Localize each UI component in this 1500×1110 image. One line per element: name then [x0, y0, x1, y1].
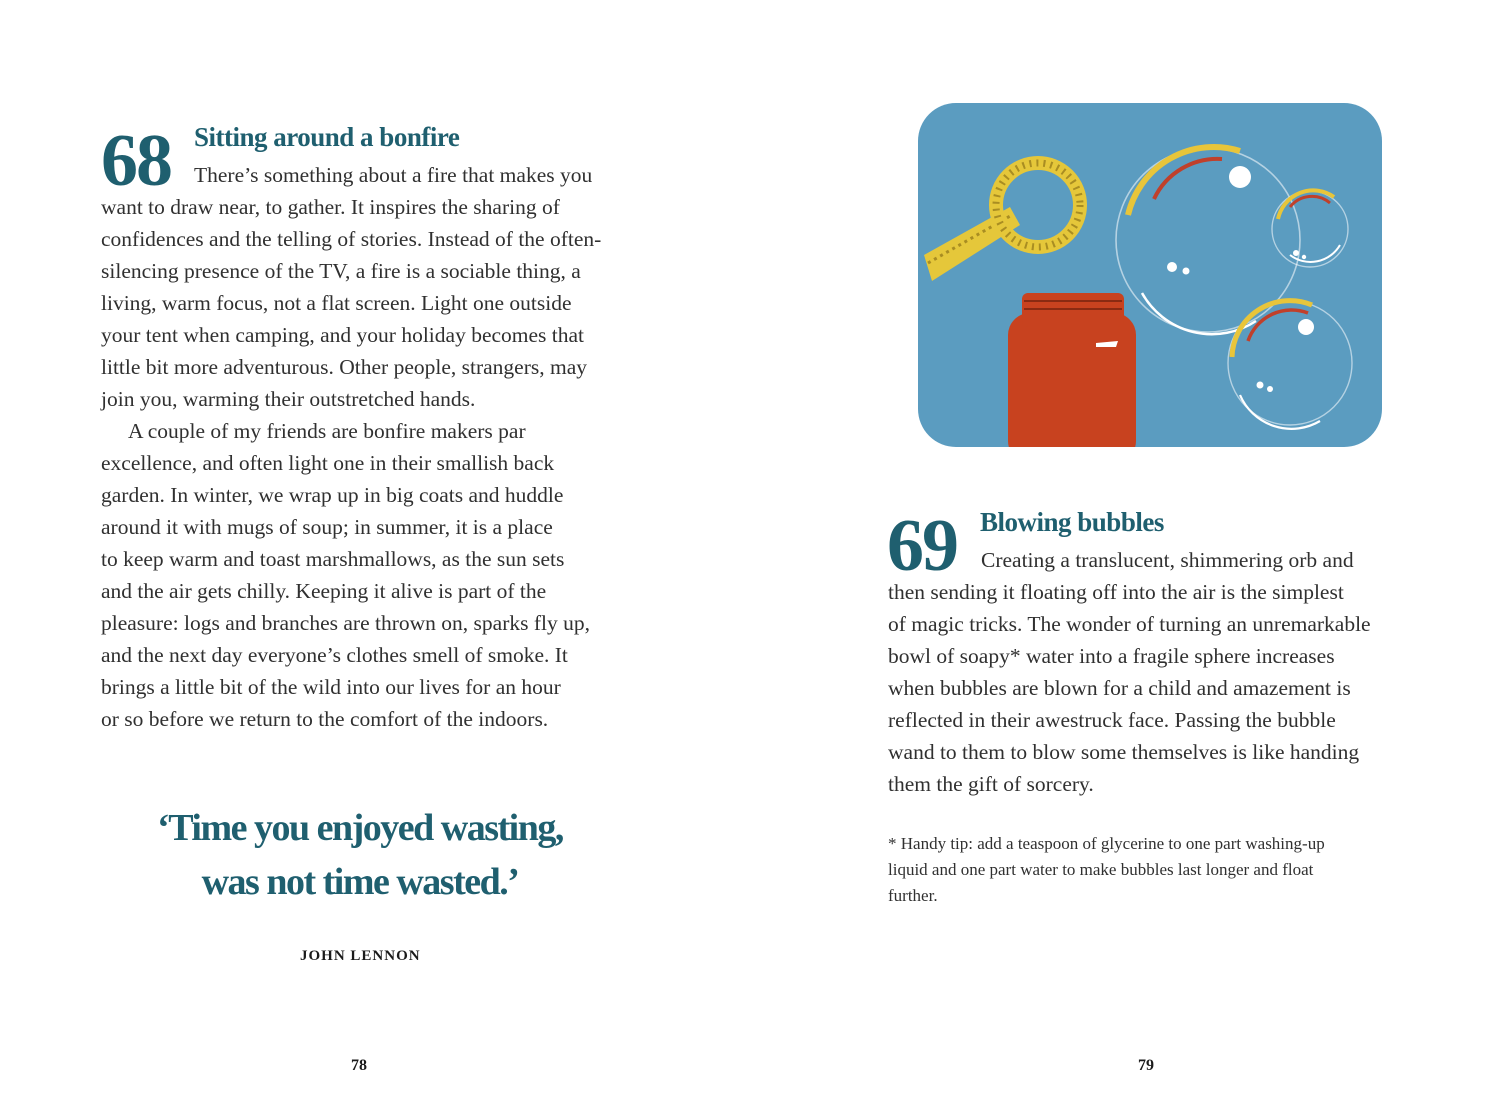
body-line: to keep warm and toast marshmallows, as the sun sets — [101, 547, 565, 571]
body-line: reflected in their awestruck face. Passing the bubble — [888, 708, 1336, 732]
body-line: around it with mugs of soup; in summer, it is a place — [101, 515, 553, 539]
body-line: brings a little bit of the wild into our lives for an hour — [101, 675, 561, 699]
bubble-jar-icon — [1008, 293, 1136, 455]
body-line: and the next day everyone’s clothes smell of smoke. It — [101, 643, 568, 667]
entry-body — [101, 159, 601, 735]
body-line: A couple of my friends are bonfire makers par — [128, 419, 526, 443]
body-line: excellence, and often light one in their smallish back — [101, 451, 555, 475]
page-number: 78 — [351, 1057, 367, 1074]
body-line: living, warm focus, not a flat screen. Light one outside — [101, 291, 572, 315]
entry-number: 69 — [887, 505, 957, 587]
body-line: Creating a translucent, shimmering orb and — [981, 548, 1354, 572]
body-line: join you, warming their outstretched hands. — [101, 387, 476, 411]
body-line: wand to them to blow some themselves is like handing — [888, 740, 1360, 764]
footnote-line: liquid and one part water to make bubbles last longer and float — [888, 860, 1314, 879]
bubbles-illustration — [910, 95, 1390, 455]
body-line: when bubbles are blown for a child and amazement is — [888, 676, 1351, 700]
pull-quote — [100, 801, 620, 909]
right-page — [750, 0, 1500, 1110]
body-line: little bit more adventurous. Other people, strangers, may — [101, 355, 588, 379]
footnote-line: * Handy tip: add a teaspoon of glycerine to one part washing-up — [888, 834, 1325, 853]
entry-title: Blowing bubbles — [980, 507, 1164, 537]
quote-author: JOHN LENNON — [300, 948, 421, 964]
footnote — [888, 831, 1325, 909]
body-line: garden. In winter, we wrap up in big coats and huddle — [101, 483, 564, 507]
illustration-background — [918, 103, 1382, 447]
quote-line: ‘Time you enjoyed wasting, — [157, 807, 563, 849]
entry-number: 68 — [101, 120, 171, 202]
page-number: 79 — [1138, 1057, 1154, 1074]
body-line: your tent when camping, and your holiday becomes that — [101, 323, 585, 347]
body-line: and the air gets chilly. Keeping it alive is part of the — [101, 579, 547, 603]
body-line: There’s something about a fire that makes you — [194, 163, 593, 187]
body-line: silencing presence of the TV, a fire is a sociable thing, a — [101, 259, 581, 283]
body-line: or so before we return to the comfort of the indoors. — [101, 707, 549, 731]
body-line: then sending it floating off into the air is the simplest — [888, 580, 1344, 604]
entry-body — [888, 544, 1371, 800]
body-line: pleasure: logs and branches are thrown on, sparks fly up, — [101, 611, 590, 635]
footnote-line: further. — [888, 886, 938, 905]
body-line: confidences and the telling of stories. Instead of the often- — [101, 227, 602, 251]
quote-line: was not time wasted.’ — [201, 861, 519, 903]
body-line: them the gift of sorcery. — [888, 772, 1094, 796]
body-line: bowl of soapy* water into a fragile sphere increases — [888, 644, 1335, 668]
body-line: want to draw near, to gather. It inspires the sharing of — [101, 195, 560, 219]
body-line: of magic tricks. The wonder of turning an unremarkable — [888, 612, 1371, 636]
entry-title: Sitting around a bonfire — [194, 122, 460, 152]
